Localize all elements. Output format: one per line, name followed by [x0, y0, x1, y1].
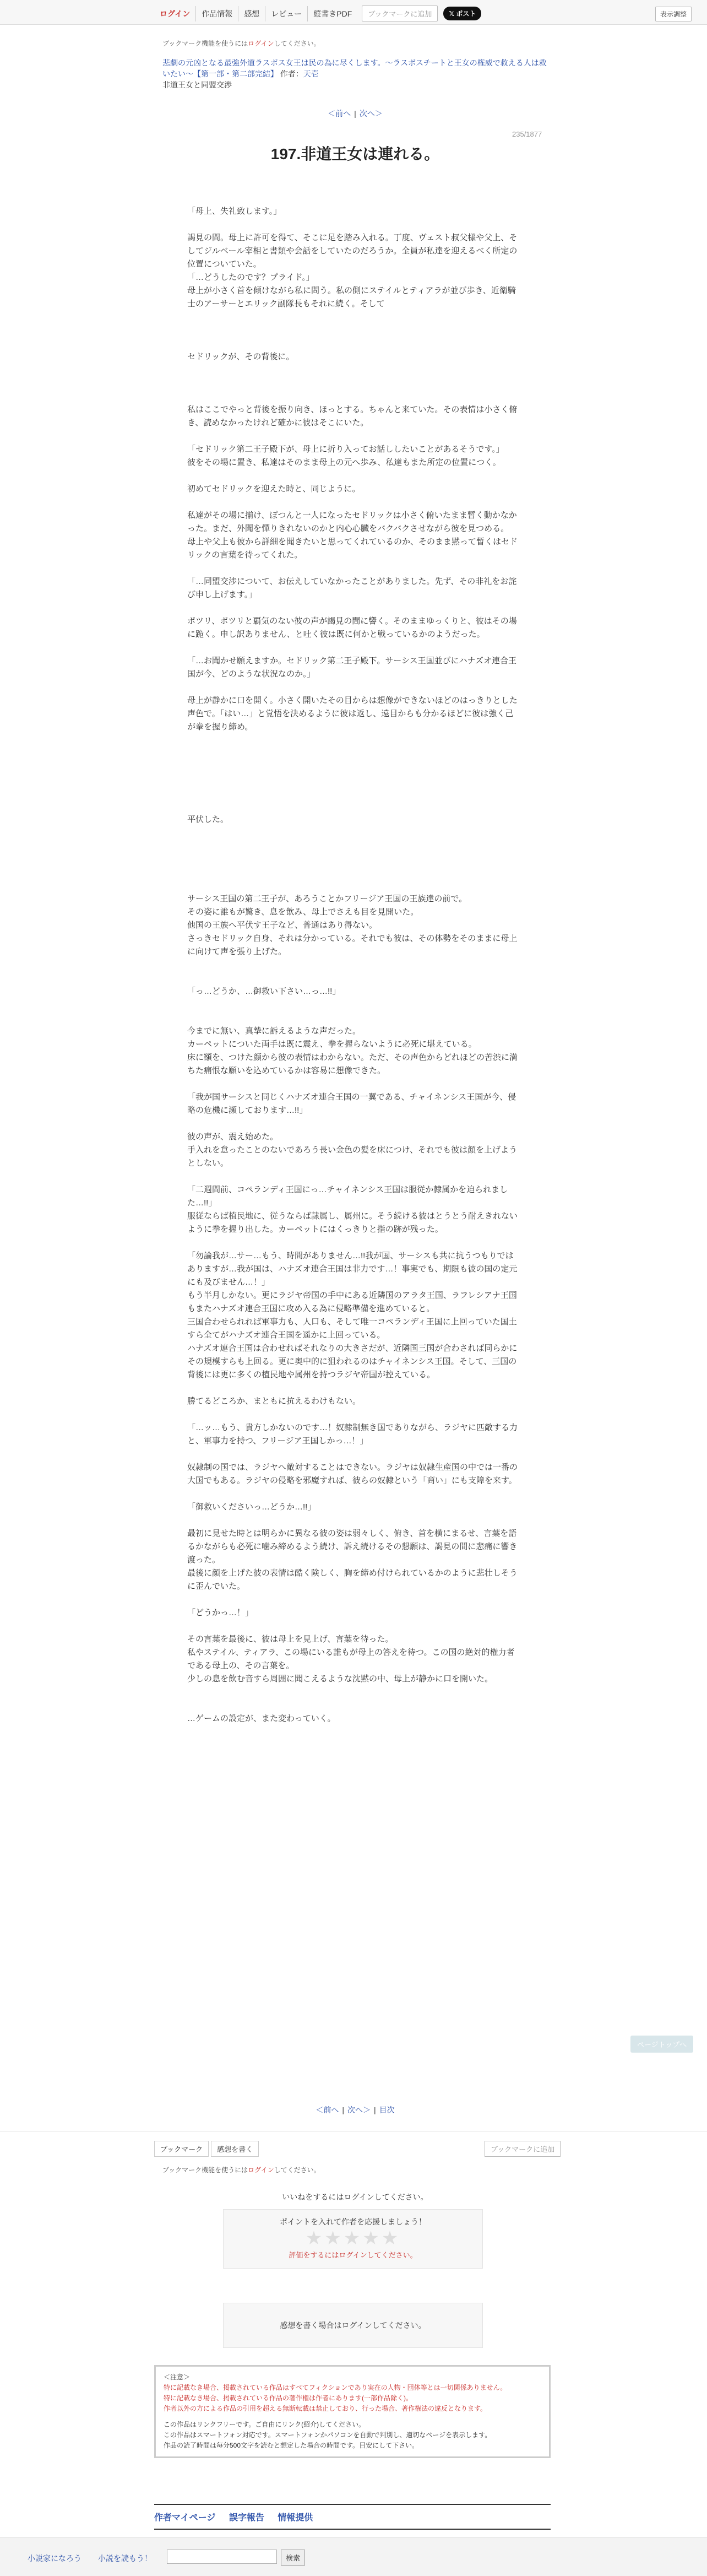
top-pager: ＜前へ | 次へ＞: [328, 109, 383, 118]
info-provide-link[interactable]: 情報提供: [278, 2513, 313, 2523]
body-paragraph: 「どうかっ…！」: [187, 1608, 254, 1617]
body-paragraph: その言葉を最後に、彼は母上を見上げ、言葉を待った。: [187, 1635, 394, 1644]
body-paragraph: 母上や父上も彼から詳細を聞きたいと思ってくれているのか、そのまま黙って暫くはセドリックの言葉を待ってくれた。: [187, 537, 518, 560]
body-paragraph: 三国合わせられれば軍事力も、人口も、そして唯一コペランディ王国に上回っていた国土すら全てがハナズオ連合王国を遥かに上回っている。: [187, 1317, 517, 1340]
x-logo-icon: 𝕏: [449, 10, 456, 18]
x-post-button[interactable]: [443, 7, 481, 20]
series-title-link[interactable]: 悲劇の元凶となる最強外道ラスボス女王は民の為に尽くします。〜ラスボスチートと王女の権威で救える人は救いたい〜【第一部・第二部完結】: [162, 58, 547, 78]
body-paragraph: [187, 1078, 518, 1091]
body-paragraph: [187, 879, 518, 892]
body-paragraph: [187, 1686, 518, 1699]
body-paragraph: 手入れを怠ったことのないであろう長い金色の髪を床につけ、それでも彼は顔を上げようとしない。: [187, 1145, 518, 1168]
body-paragraph: [187, 324, 518, 337]
body-paragraph: [187, 1011, 518, 1025]
caution-red-3: 作者以外の方による作品の引用を超える無断転載は禁止しており、行った場合、著作権法の違反となります。: [164, 2405, 487, 2412]
caution-box: [154, 2365, 551, 2458]
author-link[interactable]: 天壱: [303, 69, 319, 78]
body-paragraph: [187, 602, 518, 615]
body-paragraph: 「セドリック第二王子殿下が、母上に折り入ってお話ししたいことがあるそうです。」: [187, 445, 504, 454]
page-number: 235/1877: [512, 130, 542, 138]
point-title: ポイントを入れて作者を応援しましょう！: [280, 2217, 426, 2226]
body-paragraph: 奴隷制の国では、ラジヤへ敵対することはできない。ラジヤは奴隷生産国の中では一番の大国でもある。ラジヤの侵略を邪魔すれば、彼らの奴隷という「商い」にも支障を来す。: [187, 1463, 518, 1485]
prev-link[interactable]: [328, 109, 351, 118]
narou-link[interactable]: 小説家になろう: [28, 2554, 81, 2563]
body-paragraph: [187, 959, 518, 972]
body-paragraph: サーシス王国の第二王子が、あろうことかフリージア王国の王族達の前で。: [187, 894, 467, 903]
body-paragraph: 「我が国サーシスと同じくハナズオ連合王国の一翼である、チャイネンシス王国が今、侵略の危機に瀕しております…!!」: [187, 1092, 516, 1115]
author-mypage-link[interactable]: 作者マイページ: [154, 2513, 216, 2523]
body-paragraph: 「…同盟交渉について、お伝えしていなかったことがありました。先ず、その非礼をお詫び申し上げます。」: [187, 577, 517, 599]
body-paragraph: [187, 773, 518, 787]
body-paragraph: [187, 787, 518, 800]
bottom-toc-link[interactable]: 目次: [379, 2106, 395, 2114]
display-settings-button[interactable]: 表示調整: [655, 7, 692, 21]
body-paragraph: [187, 469, 518, 483]
body-paragraph: ハナズオ連合王国は合わせればそれなりの大きさだが、近隣国三国が合わされば同らかにその規模すらも上回る。更に奥中的に狙われるのはチャイネンシス王国。そして、三国の背後には更に多くの植民地や属州を持つラジヤ帝国が控えている。: [187, 1344, 518, 1379]
nav-impressions[interactable]: 感想: [238, 6, 265, 21]
body-paragraph: [187, 1620, 518, 1633]
body-paragraph: [187, 562, 518, 575]
body-paragraph: [187, 496, 518, 509]
typo-report-link[interactable]: 誤字報告: [229, 2513, 264, 2523]
body-paragraph: [187, 760, 518, 773]
body-paragraph: カーペットについた両手は既に震え、拳を握らないように必死に堪えている。: [187, 1040, 477, 1049]
search-input[interactable]: [167, 2550, 277, 2564]
body-paragraph: 最初に見せた時とは明らかに異なる彼の姿は弱々しく、俯き、首を横にまるせ、言葉を語るかながらも必死に噛み締めるよう続け、訴え続けるその懇願は、謁見の間に悲痛に響き渡った。: [187, 1529, 518, 1565]
next-link[interactable]: [360, 109, 383, 118]
nav-review[interactable]: レビュー: [265, 6, 307, 21]
body-paragraph: [187, 840, 518, 853]
yomou-link[interactable]: 小説を読もう！: [98, 2554, 152, 2563]
caution-line-3: 作品の読了時間は毎分500文字を読むと想定した場合の時間です。目安にして下さい。: [164, 2442, 419, 2449]
body-paragraph: 平伏した。: [187, 815, 229, 824]
body-paragraph: [187, 1117, 518, 1130]
body-paragraph: [187, 1514, 518, 1527]
body-paragraph: 私やステイル、ティアラ、この場にいる誰もが母上の答えを待つ。この国の絶対的権力者である母上の、その言葉を。: [187, 1648, 515, 1670]
caution-red-1: 特に記載なき場合、掲載されている作品はすべてフィクションであり実在の人物・団体等とは一切関係ありません。: [164, 2384, 507, 2391]
body-paragraph: [187, 998, 518, 1011]
novel-body: [187, 205, 518, 1725]
body-paragraph: [187, 1408, 518, 1421]
body-paragraph: [187, 681, 518, 694]
eval-login-note: 評価をするにはログインしてください。: [289, 2251, 417, 2259]
next-link-label[interactable]: 次へ＞: [359, 109, 383, 118]
body-paragraph: 母上が小さく首を傾けながら私に問う。私の側にステイルとティアラが並び歩き、近衛騎士のアーサーとエリック副隊長もそれに続く。そして: [187, 286, 516, 309]
bookmark-note: [162, 39, 548, 48]
nav-vertical-pdf[interactable]: 縦書きPDF: [307, 6, 357, 21]
footer-note-prefix: ブックマーク機能を使うには: [162, 2166, 248, 2174]
footer-tools: [154, 2141, 261, 2157]
top-navigation-bar: [0, 0, 707, 25]
nav-work-info[interactable]: 作品情報: [195, 6, 238, 21]
body-paragraph: [187, 311, 518, 324]
body-paragraph: 「…ッ…もう、貴方しかないのです…！奴隷制無き国でありながら、ラジヤに匹敵する力と、軍事力を持つ、フリージア王国しかっ…！」: [187, 1423, 518, 1446]
body-paragraph: 少しの息を飲む音すら周囲に聞こえるような沈黙の中、母上が静かに口を開いた。: [187, 1674, 493, 1684]
body-paragraph: 「っ…どうか、…御救い下さい…っ…!!」: [187, 987, 341, 996]
body-paragraph: [187, 364, 518, 377]
body-paragraph: 母上が静かに口を開く。小さく開いたその目からは想像ができないほどのはっきりとした声色で。「はい…」と覚悟を決めるように彼は返し、遠目からも分かるほどに彼は強く己が拳を握り締め。: [187, 696, 518, 732]
body-paragraph: 私達がその場に揃け、ぽつんと一人になったセドリックは小さく俯いたまま暫く動かなかった。まだ、外聞を憚りきれないのかと内心心臓をバクバクさせながら彼を見つめる。: [187, 511, 517, 533]
body-paragraph: [187, 734, 518, 747]
bottom-prev-link[interactable]: ＜前へ: [316, 2106, 339, 2114]
body-paragraph: 「御救いくださいっ…どうか…!!」: [187, 1502, 316, 1512]
body-paragraph: [187, 390, 518, 403]
footer-bookmark-tab[interactable]: ブックマーク: [154, 2141, 209, 2157]
body-paragraph: 「…どうしたのです？プライド。」: [187, 273, 314, 282]
search-button[interactable]: 検索: [281, 2550, 305, 2566]
body-paragraph: 服従ならば植民地に、従うならば隷属し、属州に。そう続ける彼はとうとう耐えきれないように拳を握り出した。カーペットにはくっきりと指の跡が残った。: [187, 1211, 518, 1234]
body-paragraph: 勝てるどころか、まともに抗えるわけもない。: [187, 1397, 361, 1406]
body-paragraph: [187, 1170, 518, 1183]
chapter-title: 197.非道王女は連れる。: [270, 145, 440, 163]
body-paragraph: [187, 1699, 518, 1712]
body-paragraph: [187, 747, 518, 760]
body-paragraph: …ゲームの設定が、また変わっていく。: [187, 1714, 336, 1723]
body-paragraph: 私はここでやっと背後を振り向き、ほっとする。ちゃんと来ていた。その表情は小さく俯き、読めなかったけれど確かに彼はそこにいた。: [187, 405, 518, 427]
bookmark-note-login-link[interactable]: ログイン: [248, 40, 274, 47]
footer-bookmark-note: [162, 2165, 548, 2175]
body-paragraph: さっきセドリック自身、それは分かっている。それでも彼は、その体勢をそのままに母上に向けて声を張り上げた。: [187, 934, 518, 956]
body-paragraph: 「母上、失礼致します。」: [187, 207, 282, 216]
impression-box: 感想を書く場合はログインしてください。: [223, 2303, 483, 2348]
body-paragraph: 「勿論我が…サー…もう、時間がありません…!!我が国、サーシスも共に抗うつもりではありますが…我が国は、ハナズオ連合王国は非力です…！事実でも、期限も彼の国の定元にも及びません…！」: [187, 1251, 518, 1287]
body-paragraph: セドリックが、その背後に。: [187, 352, 295, 361]
caution-line-1: この作品はリンクフリーです。ご自由にリンク(紹介)してください。: [164, 2421, 366, 2428]
author-label: 作者：: [280, 69, 303, 78]
body-paragraph: 他国の王族へ平伏す王子など、普通はあり得ない。: [187, 921, 378, 930]
bookmark-add-button[interactable]: ブックマークに追加: [362, 6, 438, 21]
body-paragraph: [187, 377, 518, 390]
body-paragraph: その姿に誰もが驚き、息を飲み、母上でさえも目を見開いた。: [187, 907, 419, 917]
body-paragraph: 彼をその場に置き、私達はそのまま母上の元へ歩み、私達もまた所定の位置につく。: [187, 458, 501, 467]
top-nav: [154, 6, 481, 21]
body-paragraph: [187, 866, 518, 879]
bottom-pager: ＜前へ | 次へ＞ | 目次: [316, 2106, 395, 2114]
login-link[interactable]: ログイン: [160, 9, 191, 18]
body-paragraph: [187, 1593, 518, 1606]
x-post-label: ポスト: [456, 10, 476, 18]
caution-red-2: 特に記載なき場合、掲載されている作品の著作権は作者にあります(一部作品除く)。: [164, 2394, 412, 2402]
body-paragraph: [187, 800, 518, 813]
rating-stars[interactable]: ★★★★★: [305, 2228, 401, 2249]
body-paragraph: [187, 1382, 518, 1395]
body-paragraph: 「…お聞かせ願えますか。セドリック第二王子殿下。サーシス王国並びにハナズオ連合王国が今、どのような状況なのか。」: [187, 656, 517, 679]
body-paragraph: [187, 218, 518, 231]
body-paragraph: [187, 853, 518, 866]
series-info: [162, 57, 548, 90]
bottom-links: [154, 2504, 551, 2530]
bookmark-note-prefix: ブックマーク機能を使うには: [162, 40, 248, 47]
footer-bookmark-add-button[interactable]: ブックマークに追加: [485, 2141, 561, 2157]
body-paragraph: [187, 1236, 518, 1249]
bottom-bar: [0, 2537, 707, 2576]
body-paragraph: 床に額を、つけた顔から彼の表情はわからない。ただ、その声色からどれほどの苦渋に満ちた痛恨な願いを込めているかは容易に想像できた。: [187, 1053, 518, 1075]
page-top-button[interactable]: ページトップへ: [630, 2036, 693, 2053]
bottom-next-link[interactable]: 次へ＞: [347, 2106, 371, 2114]
body-paragraph: もう半月しかない。更にラジヤ帝国の手中にある近隣国のアラタ王国、ラフレシアナ王国もまたハナズオ連合王国に攻め入る為に侵略準備を進めていると。: [187, 1291, 517, 1313]
body-paragraph: [187, 1487, 518, 1501]
body-paragraph: 今までに無い、真摯に訴えるような声だった。: [187, 1026, 361, 1036]
body-paragraph: [187, 972, 518, 985]
prev-link-label[interactable]: ＜前へ: [328, 109, 351, 118]
caution-head: ＜注意＞: [164, 2373, 191, 2381]
body-paragraph: 彼の声が、震え始めた。: [187, 1132, 279, 1141]
bookmark-note-suffix: してください。: [274, 40, 320, 47]
body-paragraph: [187, 337, 518, 350]
body-paragraph: [187, 641, 518, 654]
footer-note-suffix: してください。: [274, 2166, 320, 2174]
body-paragraph: [187, 1448, 518, 1461]
body-paragraph: 「二週間前、コペランディ王国にっ…チャイネンシス王国は服従か隷属かを迫られました…!!」: [187, 1185, 508, 1208]
body-paragraph: [187, 430, 518, 443]
chapter-subtitle: 非道王女と同盟交渉: [162, 80, 232, 89]
body-paragraph: ポツリ、ポツリと覇気のない彼の声が謁見の間に響く。そのままゆっくりと、彼はその場に跪く。申し訳ありません、と吐く彼は既に何かと戦っているかのようだった。: [187, 616, 517, 639]
caution-line-2: この作品はスマートフォン対応です。スマートフォンかパソコンを自動で判別し、適切なページを表示します。: [164, 2431, 492, 2439]
like-login-note: いいねをするにはログインしてください。: [282, 2193, 428, 2201]
body-paragraph: 最後に顔を上げた彼の表情は酷く険しく、胸を締め付けられているかのように悲壮しそうに歪んでいた。: [187, 1568, 518, 1591]
body-paragraph: 謁見の間。母上に許可を得て、そこに足を踏み入れる。丁度、ヴェスト叔父様や父上、そしてジルベール宰相と書類や会話をしていたのだろうか。全員が私達を迎えるべく所定の位置についていた。: [187, 233, 518, 269]
footer-impression-tab[interactable]: 感想を書く: [211, 2141, 259, 2157]
body-paragraph: [187, 826, 518, 840]
footer-note-login-link[interactable]: ログイン: [248, 2166, 274, 2174]
body-paragraph: 初めてセドリックを迎えた時と、同じように。: [187, 484, 361, 494]
point-box: [223, 2209, 483, 2269]
